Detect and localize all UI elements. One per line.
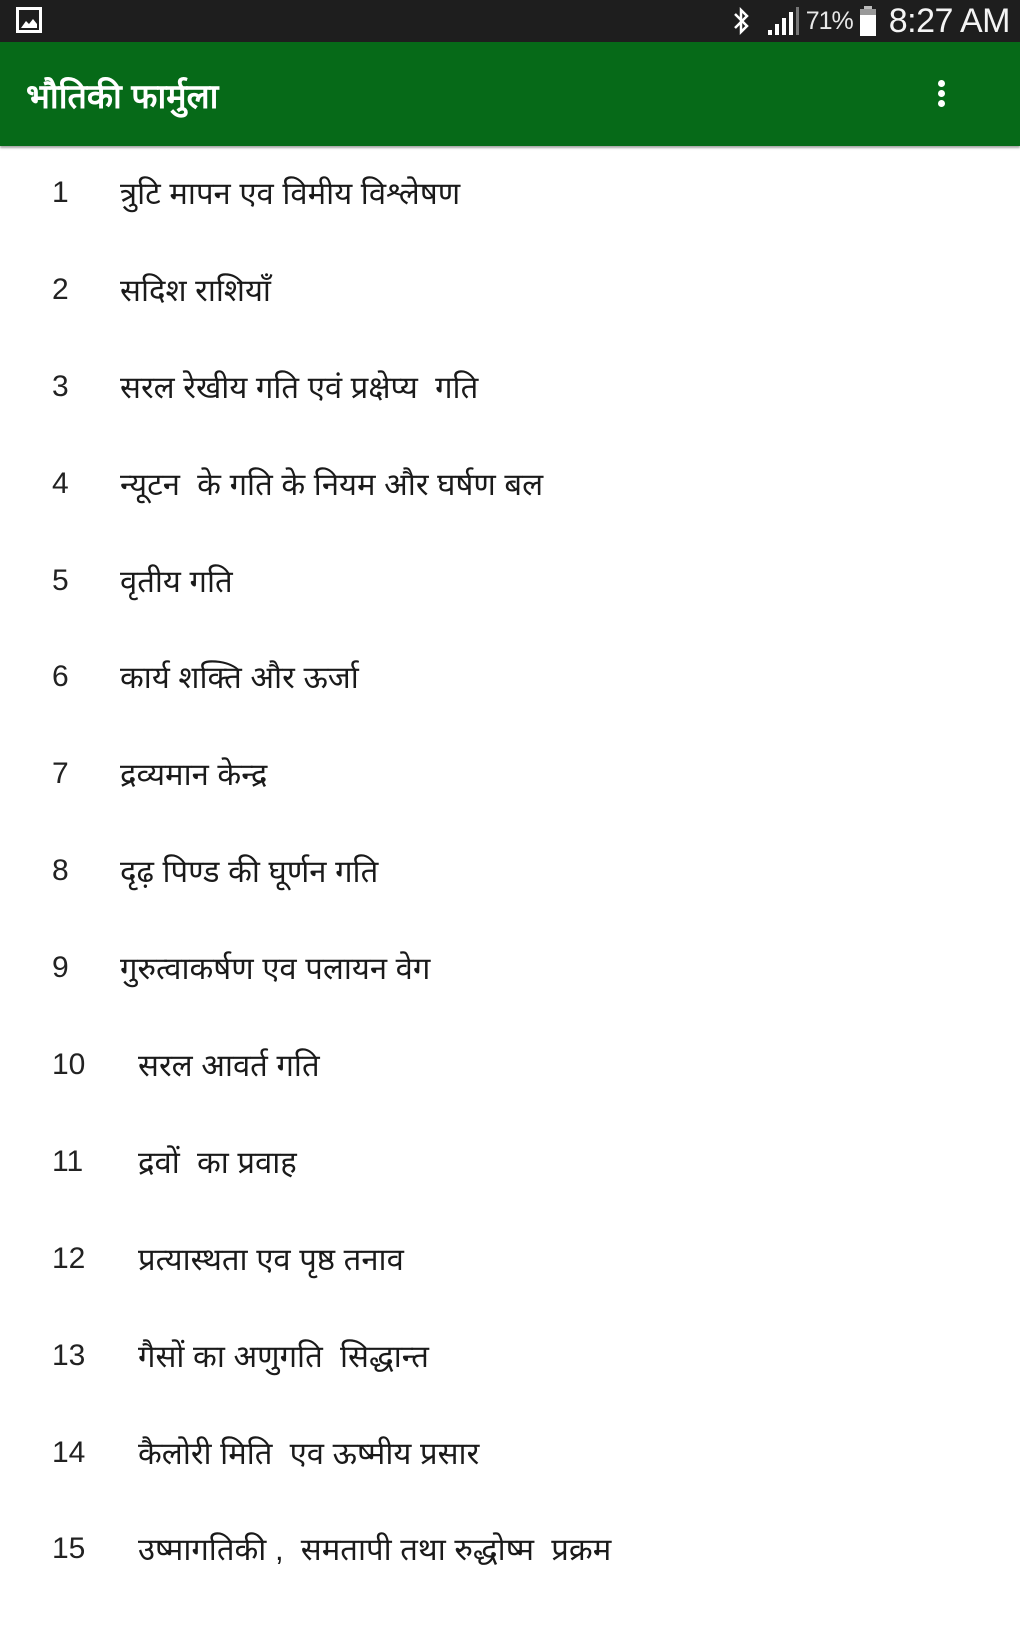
cell-signal-icon	[766, 6, 800, 36]
bluetooth-icon	[730, 6, 752, 36]
chapter-number: 3	[52, 369, 69, 403]
chapter-number: 9	[52, 951, 69, 985]
chapter-list-item[interactable]	[0, 152, 1020, 249]
overflow-menu-icon-dot	[938, 100, 945, 107]
chapter-number: 4	[52, 466, 69, 500]
chapter-title: सदिश राशियाँ	[120, 272, 271, 308]
app-bar	[0, 42, 1020, 146]
chapter-number: 15	[52, 1532, 86, 1566]
chapter-title: सरल रेखीय गति एवं प्रक्षेप्य गति	[120, 369, 479, 405]
chapter-list-item[interactable]	[0, 1412, 1020, 1509]
chapter-number: 5	[52, 563, 69, 597]
chapter-title: उष्मागतिकी , समतापी तथा रुद्धोष्म प्रक्रम	[138, 1532, 612, 1568]
chapter-title: गुरुत्वाकर्षण एव पलायन वेग	[120, 951, 431, 987]
chapter-title: द्रवों का प्रवाह	[138, 1144, 297, 1180]
chapter-number: 6	[52, 660, 69, 694]
overflow-menu-icon	[938, 80, 945, 87]
chapter-number: 10	[52, 1048, 86, 1082]
battery-icon	[859, 5, 877, 37]
overflow-menu-icon-dot	[938, 90, 945, 97]
chapter-title: त्रुटि मापन एव विमीय विश्लेषण	[120, 176, 461, 211]
gallery-notification-icon	[16, 7, 42, 33]
chapter-number: 11	[52, 1144, 84, 1178]
chapter-list-item[interactable]	[0, 249, 1020, 346]
chapter-list-item[interactable]	[0, 1508, 1020, 1605]
chapter-list-item[interactable]	[0, 1218, 1020, 1315]
chapter-number: 12	[52, 1241, 86, 1275]
chapter-list-item[interactable]	[0, 1024, 1020, 1121]
chapter-list-item[interactable]	[0, 927, 1020, 1024]
chapter-title: सरल आवर्त गति	[138, 1048, 320, 1084]
chapter-list-item[interactable]	[0, 443, 1020, 540]
chapter-number: 14	[52, 1435, 86, 1469]
status-bar	[0, 0, 1020, 42]
chapter-title: कार्य शक्ति और ऊर्जा	[120, 660, 359, 696]
chapter-list-item[interactable]	[0, 830, 1020, 927]
chapter-title: दृढ़ पिण्ड की घूर्णन गति	[120, 854, 379, 890]
chapter-number: 1	[52, 176, 69, 209]
chapter-title: कैलोरी मिति एव ऊष्मीय प्रसार	[138, 1435, 480, 1471]
chapter-number: 8	[52, 854, 69, 888]
chapter-title: प्रत्यास्थता एव पृष्ठ तनाव	[138, 1241, 404, 1277]
chapter-list-item[interactable]	[0, 1315, 1020, 1412]
overflow-menu-button[interactable]	[928, 72, 954, 114]
status-icons	[730, 0, 1010, 42]
battery-percent: 71%	[805, 6, 853, 35]
chapter-list-item[interactable]	[0, 733, 1020, 830]
chapter-title: द्रव्यमान केन्द्र	[120, 757, 268, 793]
chapter-list-item[interactable]	[0, 540, 1020, 637]
chapter-title: न्यूटन के गति के नियम और घर्षण बल	[120, 466, 544, 502]
chapter-list	[0, 152, 1020, 1605]
chapter-number: 7	[52, 757, 69, 791]
app-title: भौतिकी फार्मुला	[26, 78, 219, 116]
chapter-list-item[interactable]	[0, 636, 1020, 733]
chapter-list-item[interactable]	[0, 1121, 1020, 1218]
chapter-title: वृतीय गति	[120, 563, 233, 599]
status-clock: 8:27 AM	[888, 1, 1010, 40]
chapter-list-item[interactable]	[0, 346, 1020, 443]
chapter-title: गैसों का अणुगति सिद्धान्त	[138, 1338, 429, 1374]
chapter-number: 13	[52, 1338, 86, 1372]
chapter-number: 2	[52, 272, 69, 306]
